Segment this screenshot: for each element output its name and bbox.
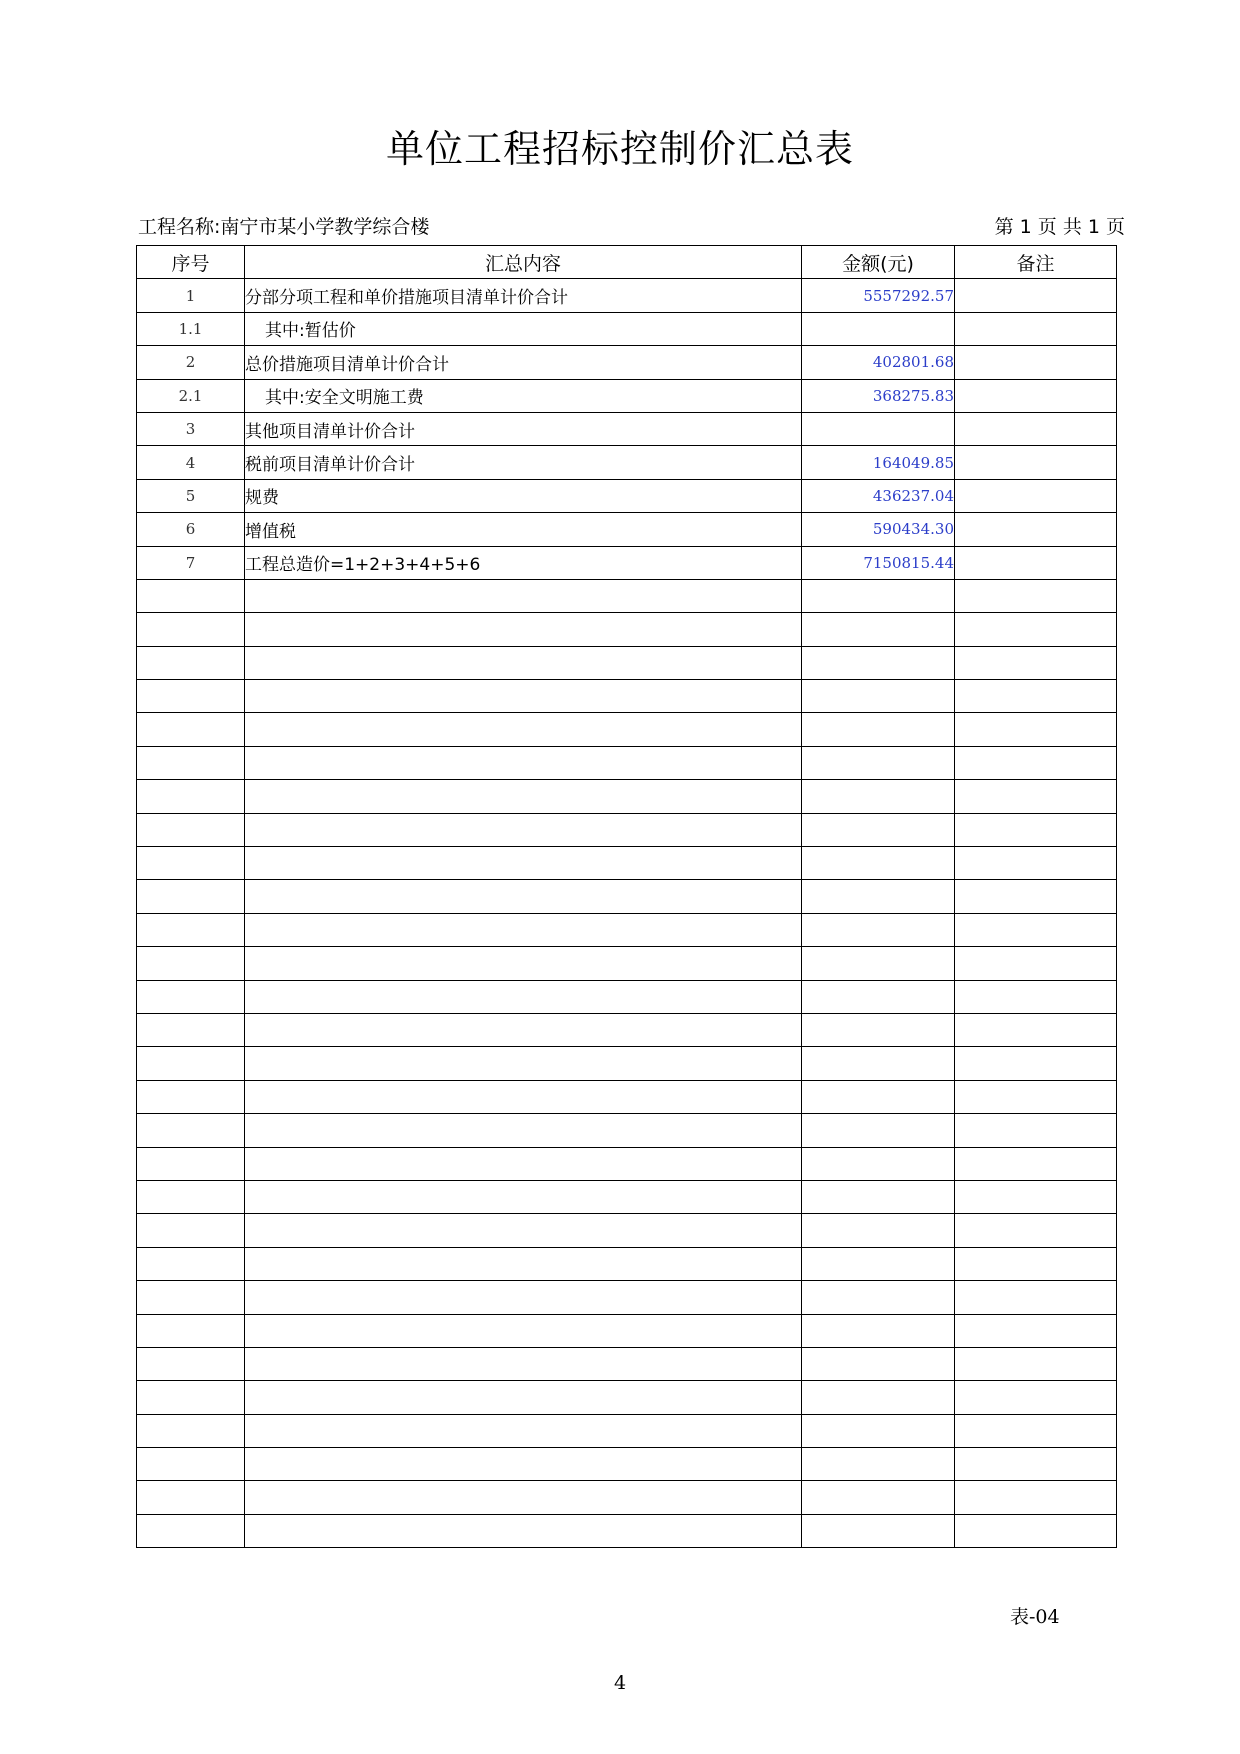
empty-cell bbox=[245, 847, 802, 880]
empty-cell bbox=[245, 1047, 802, 1080]
empty-cell bbox=[955, 613, 1117, 646]
empty-cell bbox=[245, 1281, 802, 1314]
empty-cell bbox=[137, 1214, 245, 1247]
row-content: 工程总造价=1+2+3+4+5+6 bbox=[245, 546, 802, 579]
empty-table-row bbox=[137, 680, 1117, 713]
row-amount bbox=[802, 312, 955, 345]
empty-cell bbox=[955, 1514, 1117, 1547]
empty-cell bbox=[955, 947, 1117, 980]
empty-cell bbox=[955, 1080, 1117, 1113]
empty-cell bbox=[955, 1448, 1117, 1481]
table-header-row bbox=[137, 246, 1117, 279]
empty-cell bbox=[245, 1180, 802, 1213]
header-remark: 备注 bbox=[955, 246, 1117, 279]
empty-cell bbox=[955, 1214, 1117, 1247]
empty-cell bbox=[245, 1013, 802, 1046]
empty-table-row bbox=[137, 713, 1117, 746]
row-remark bbox=[955, 279, 1117, 312]
row-seq: 3 bbox=[137, 412, 245, 445]
empty-cell bbox=[137, 1180, 245, 1213]
empty-cell bbox=[802, 1180, 955, 1213]
empty-table-row bbox=[137, 1281, 1117, 1314]
empty-cell bbox=[802, 880, 955, 913]
empty-cell bbox=[245, 1314, 802, 1347]
empty-cell bbox=[802, 1047, 955, 1080]
empty-cell bbox=[245, 1347, 802, 1380]
row-seq: 2 bbox=[137, 346, 245, 379]
empty-cell bbox=[955, 1314, 1117, 1347]
empty-cell bbox=[955, 1013, 1117, 1046]
empty-cell bbox=[245, 780, 802, 813]
table-row bbox=[137, 412, 1117, 445]
row-content: 总价措施项目清单计价合计 bbox=[245, 346, 802, 379]
empty-cell bbox=[137, 880, 245, 913]
empty-cell bbox=[955, 713, 1117, 746]
empty-cell bbox=[802, 1147, 955, 1180]
empty-cell bbox=[802, 746, 955, 779]
empty-table-row bbox=[137, 1114, 1117, 1147]
empty-cell bbox=[955, 1481, 1117, 1514]
row-amount: 5557292.57 bbox=[802, 279, 955, 312]
empty-cell bbox=[245, 1481, 802, 1514]
row-seq: 2.1 bbox=[137, 379, 245, 412]
empty-cell bbox=[802, 713, 955, 746]
empty-cell bbox=[137, 1281, 245, 1314]
table-row bbox=[137, 346, 1117, 379]
empty-cell bbox=[245, 646, 802, 679]
empty-cell bbox=[137, 1347, 245, 1380]
empty-cell bbox=[137, 713, 245, 746]
empty-cell bbox=[955, 1047, 1117, 1080]
row-remark bbox=[955, 412, 1117, 445]
row-content: 规费 bbox=[245, 479, 802, 512]
empty-cell bbox=[802, 646, 955, 679]
row-amount: 7150815.44 bbox=[802, 546, 955, 579]
row-seq: 5 bbox=[137, 479, 245, 512]
empty-cell bbox=[137, 913, 245, 946]
empty-cell bbox=[802, 579, 955, 612]
empty-table-row bbox=[137, 1080, 1117, 1113]
empty-cell bbox=[955, 913, 1117, 946]
table-row bbox=[137, 479, 1117, 512]
empty-cell bbox=[802, 947, 955, 980]
table-body bbox=[137, 279, 1117, 1548]
page-number: 4 bbox=[613, 1672, 627, 1694]
empty-cell bbox=[955, 746, 1117, 779]
empty-cell bbox=[245, 1247, 802, 1280]
empty-cell bbox=[802, 1347, 955, 1380]
empty-cell bbox=[955, 646, 1117, 679]
empty-cell bbox=[802, 1013, 955, 1046]
empty-cell bbox=[137, 746, 245, 779]
empty-table-row bbox=[137, 913, 1117, 946]
row-seq: 6 bbox=[137, 513, 245, 546]
empty-cell bbox=[137, 1013, 245, 1046]
page-title: 单位工程招标控制价汇总表 bbox=[385, 127, 854, 171]
empty-table-row bbox=[137, 1214, 1117, 1247]
empty-cell bbox=[802, 680, 955, 713]
empty-cell bbox=[802, 1214, 955, 1247]
row-seq: 1.1 bbox=[137, 312, 245, 345]
empty-table-row bbox=[137, 1381, 1117, 1414]
row-content: 分部分项工程和单价措施项目清单计价合计 bbox=[245, 279, 802, 312]
row-amount bbox=[802, 412, 955, 445]
header-content: 汇总内容 bbox=[245, 246, 802, 279]
empty-cell bbox=[137, 1514, 245, 1547]
empty-table-row bbox=[137, 1448, 1117, 1481]
empty-cell bbox=[137, 646, 245, 679]
empty-cell bbox=[137, 1047, 245, 1080]
empty-cell bbox=[137, 780, 245, 813]
empty-table-row bbox=[137, 613, 1117, 646]
row-content: 其中:暂估价 bbox=[245, 312, 802, 345]
empty-cell bbox=[955, 1381, 1117, 1414]
empty-cell bbox=[245, 1214, 802, 1247]
empty-table-row bbox=[137, 1481, 1117, 1514]
empty-cell bbox=[245, 1080, 802, 1113]
empty-table-row bbox=[137, 646, 1117, 679]
row-content: 增值税 bbox=[245, 513, 802, 546]
row-amount: 368275.83 bbox=[802, 379, 955, 412]
row-amount: 590434.30 bbox=[802, 513, 955, 546]
row-amount: 164049.85 bbox=[802, 446, 955, 479]
empty-cell bbox=[955, 1414, 1117, 1447]
empty-cell bbox=[245, 980, 802, 1013]
empty-cell bbox=[245, 1414, 802, 1447]
empty-cell bbox=[955, 579, 1117, 612]
empty-cell bbox=[137, 1414, 245, 1447]
empty-cell bbox=[955, 780, 1117, 813]
project-name: 工程名称:南宁市某小学教学综合楼 bbox=[138, 216, 430, 238]
row-content: 税前项目清单计价合计 bbox=[245, 446, 802, 479]
row-remark bbox=[955, 479, 1117, 512]
header-amount: 金额(元) bbox=[802, 246, 955, 279]
table-row bbox=[137, 312, 1117, 345]
empty-cell bbox=[955, 1180, 1117, 1213]
empty-cell bbox=[802, 813, 955, 846]
row-amount: 436237.04 bbox=[802, 479, 955, 512]
empty-cell bbox=[802, 913, 955, 946]
empty-cell bbox=[137, 980, 245, 1013]
row-remark bbox=[955, 379, 1117, 412]
empty-table-row bbox=[137, 1180, 1117, 1213]
empty-cell bbox=[245, 913, 802, 946]
empty-cell bbox=[955, 847, 1117, 880]
empty-cell bbox=[245, 713, 802, 746]
empty-cell bbox=[245, 613, 802, 646]
empty-cell bbox=[245, 1114, 802, 1147]
summary-table bbox=[136, 245, 1117, 1548]
empty-cell bbox=[802, 980, 955, 1013]
row-content: 其中:安全文明施工费 bbox=[245, 379, 802, 412]
empty-cell bbox=[245, 746, 802, 779]
empty-cell bbox=[955, 1147, 1117, 1180]
empty-cell bbox=[245, 1381, 802, 1414]
empty-table-row bbox=[137, 1414, 1117, 1447]
row-seq: 1 bbox=[137, 279, 245, 312]
empty-table-row bbox=[137, 780, 1117, 813]
empty-table-row bbox=[137, 579, 1117, 612]
form-code: 表-04 bbox=[1010, 1606, 1060, 1628]
empty-table-row bbox=[137, 947, 1117, 980]
empty-cell bbox=[802, 1247, 955, 1280]
empty-cell bbox=[802, 1414, 955, 1447]
table-row bbox=[137, 513, 1117, 546]
row-remark bbox=[955, 513, 1117, 546]
empty-cell bbox=[245, 1514, 802, 1547]
empty-cell bbox=[802, 1381, 955, 1414]
empty-cell bbox=[802, 780, 955, 813]
empty-cell bbox=[955, 1281, 1117, 1314]
table-row bbox=[137, 446, 1117, 479]
row-seq: 4 bbox=[137, 446, 245, 479]
row-amount: 402801.68 bbox=[802, 346, 955, 379]
empty-cell bbox=[802, 1481, 955, 1514]
empty-table-row bbox=[137, 1013, 1117, 1046]
empty-cell bbox=[802, 847, 955, 880]
header-seq: 序号 bbox=[137, 246, 245, 279]
table-row bbox=[137, 279, 1117, 312]
row-seq: 7 bbox=[137, 546, 245, 579]
empty-cell bbox=[802, 1314, 955, 1347]
empty-table-row bbox=[137, 1147, 1117, 1180]
empty-table-row bbox=[137, 1247, 1117, 1280]
empty-cell bbox=[245, 880, 802, 913]
empty-cell bbox=[137, 579, 245, 612]
empty-cell bbox=[137, 947, 245, 980]
row-content: 其他项目清单计价合计 bbox=[245, 412, 802, 445]
empty-cell bbox=[137, 1147, 245, 1180]
empty-cell bbox=[137, 813, 245, 846]
empty-cell bbox=[137, 1080, 245, 1113]
empty-cell bbox=[245, 1147, 802, 1180]
empty-cell bbox=[245, 579, 802, 612]
row-remark bbox=[955, 446, 1117, 479]
empty-cell bbox=[245, 813, 802, 846]
empty-cell bbox=[137, 1448, 245, 1481]
empty-table-row bbox=[137, 1314, 1117, 1347]
page-info: 第 1 页 共 1 页 bbox=[994, 216, 1125, 238]
empty-cell bbox=[802, 1080, 955, 1113]
empty-cell bbox=[137, 680, 245, 713]
empty-table-row bbox=[137, 880, 1117, 913]
empty-cell bbox=[137, 1247, 245, 1280]
empty-table-row bbox=[137, 1514, 1117, 1547]
empty-table-row bbox=[137, 1347, 1117, 1380]
empty-cell bbox=[137, 1381, 245, 1414]
empty-cell bbox=[137, 1314, 245, 1347]
row-remark bbox=[955, 346, 1117, 379]
empty-cell bbox=[802, 1281, 955, 1314]
row-remark bbox=[955, 312, 1117, 345]
empty-cell bbox=[137, 1114, 245, 1147]
empty-cell bbox=[955, 980, 1117, 1013]
empty-table-row bbox=[137, 746, 1117, 779]
empty-cell bbox=[137, 613, 245, 646]
empty-cell bbox=[137, 847, 245, 880]
empty-cell bbox=[955, 1247, 1117, 1280]
empty-table-row bbox=[137, 1047, 1117, 1080]
empty-cell bbox=[802, 1114, 955, 1147]
empty-table-row bbox=[137, 813, 1117, 846]
empty-cell bbox=[955, 813, 1117, 846]
empty-cell bbox=[955, 880, 1117, 913]
empty-cell bbox=[955, 1347, 1117, 1380]
empty-cell bbox=[955, 1114, 1117, 1147]
empty-table-row bbox=[137, 980, 1117, 1013]
empty-cell bbox=[137, 1481, 245, 1514]
empty-cell bbox=[245, 1448, 802, 1481]
empty-table-row bbox=[137, 847, 1117, 880]
empty-cell bbox=[245, 947, 802, 980]
empty-cell bbox=[802, 1514, 955, 1547]
row-remark bbox=[955, 546, 1117, 579]
table-row bbox=[137, 546, 1117, 579]
empty-cell bbox=[802, 1448, 955, 1481]
empty-cell bbox=[802, 613, 955, 646]
table-row bbox=[137, 379, 1117, 412]
empty-cell bbox=[245, 680, 802, 713]
empty-cell bbox=[955, 680, 1117, 713]
